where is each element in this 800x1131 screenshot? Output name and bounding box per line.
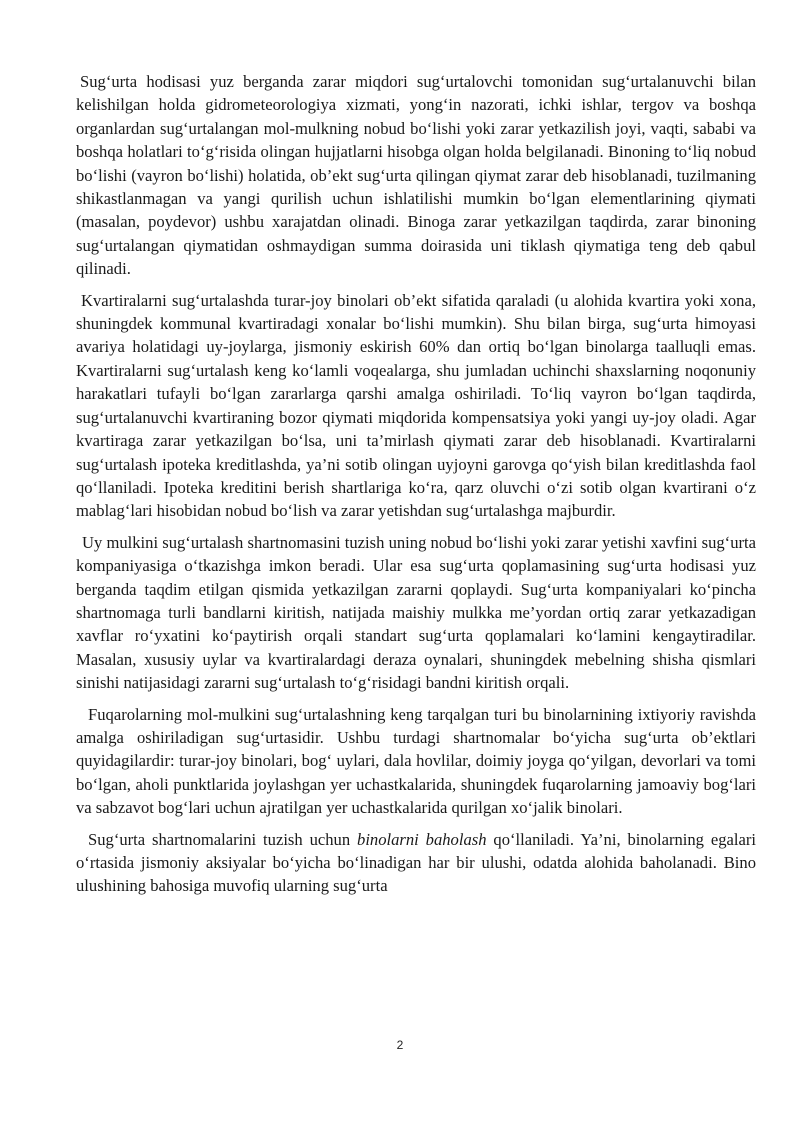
paragraph-text-before: Sug‘urta shartnomalarini tuzish uchun	[88, 829, 358, 849]
paragraph-text-after: qo‘llaniladi. Ya’ni, binolarning egalari o‘rtasida jismoniy aksiyalar bo‘yicha bo‘linadigan har bir ulushi, odatda alohida baholanadi. Bino ulushining bahosiga muvofiq ularning sug‘urta	[76, 829, 756, 896]
paragraph-damage-assessment: Sug‘urta hodisasi yuz berganda zarar miqdori sug‘urtalovchi tomonidan sug‘urtalanuvchi bilan kelishilgan holda gidrometeorologiya xizmati, yong‘in nazorati, ichki ishlar, tergov va boshqa organlardan sug‘urtalangan mol-mulkning nobud bo‘lishi yoki zarar yetkazilish joyi, vaqti, sababi va boshqa holatlari to‘g‘risida olingan hujjatlarni hisobga olgan holda belgilanadi. Binoning to‘liq nobud bo‘lishi (vayron bo‘lishi) holatida, ob’ekt sug‘urta qilingan qiymat zarar deb hisoblanadi, tuzilmaning shikastlanmagan va yangi qurilish uchun ishlatilishi mumkin bo‘lgan elementlarining qiymati (masalan, poydevor) ushbu xarajatdan olinadi. Binoga zarar yetkazilgan taqdirda, zarar binoning sug‘urtalangan qiymatidan oshmaydigan summa doirasida uni tiklash qiymatiga teng deb qabul qilinadi.	[76, 72, 756, 279]
document-page	[76, 70, 756, 906]
paragraph-building-valuation	[76, 828, 756, 898]
paragraph-apartment-insurance: Kvartiralarni sug‘urtalashda turar-joy binolari ob’ekt sifatida qaraladi (u alohida kvartira yoki xona, shuningdek kommunal kvartiradagi xonalar bo‘lishi mumkin). Shu bilan birga, sug‘urta himoyasi avariya holatidagi uy-joylarga, jismoniy eskirish 60% dan ortiq bo‘lgan binolarga taalluqli emas. Kvartiralarni sug‘urtalash keng ko‘lamli voqealarga, shu jumladan uchinchi shaxslarning noqonuniy harakatlari tufayli bo‘lgan zararlarga qarshi amalga oshiriladi. To‘liq vayron bo‘lgan taqdirda, sug‘urtalanuvchi kvartiraning bozor qiymati miqdorida kompensatsiya yoki yangi uy-joy oladi. Agar kvartiraga zarar yetkazilgan bo‘lsa, uni ta’mirlash qiymati zarar deb hisoblanadi. Kvartiralarni sug‘urtalash ipoteka kreditlashda, ya’ni sotib olingan uyjoyni garovga qo‘yish bilan kreditlashda faol qo‘llaniladi. Ipoteka kreditini berish shartlariga ko‘ra, qarz oluvchi o‘zi sotib olgan kvartirani o‘z mablag‘lari hisobidan nobud bo‘lish va zarar yetishdan sug‘urtalashga majburdir.	[76, 290, 756, 521]
paragraph-citizens-property: Fuqarolarning mol-mulkini sug‘urtalashning keng tarqalgan turi bu binolarnining ixtiyoriy ravishda amalga oshiriladigan sug‘urtasidir. Ushbu turdagi shartnomalar bo‘yicha sug‘urta ob’ektlari quyidagilardir: turar-joy binolari, bog‘ uylari, dala hovlilar, doimiy joyga qo‘yilgan, devorlari va tomi bo‘lgan, aholi punktlarida joylashgan yer uchastkalarida, shuningdek fuqarolarning jamoaviy bog‘lari va sabzavot bog‘lari uchun ajratilgan yer uchastkalarida qurilgan xo‘jalik binolari.	[76, 704, 756, 818]
page-number: 2	[396, 1038, 404, 1052]
emphasized-term: binolarni baholash	[357, 829, 487, 849]
paragraph-home-property-contract: Uy mulkini sug‘urtalash shartnomasini tuzish uning nobud bo‘lishi yoki zarar yetishi xavfini sug‘urta kompaniyasiga o‘tkazishga imkon beradi. Ular esa sug‘urta qoplamasining sug‘urta hodisasi yuz berganda taqdim etilgan qismida yetkazilgan zararni qoplaydi. Sug‘urta kompaniyalari ko‘pincha shartnomaga turli bandlarni kiritish, natijada maishiy mulkka me’yordan ortiq zarar yetkazadigan xavflar ro‘yxatini ko‘paytirish orqali standart sug‘urta qoplamalari ko‘lamini kengaytiradilar. Masalan, xususiy uylar va kvartiralardagi deraza oynalari, shuningdek mebelning shisha qismlari sinishi natijasidagi zararni sug‘urtalash to‘g‘risidagi bandni kiritish orqali.	[76, 532, 756, 693]
